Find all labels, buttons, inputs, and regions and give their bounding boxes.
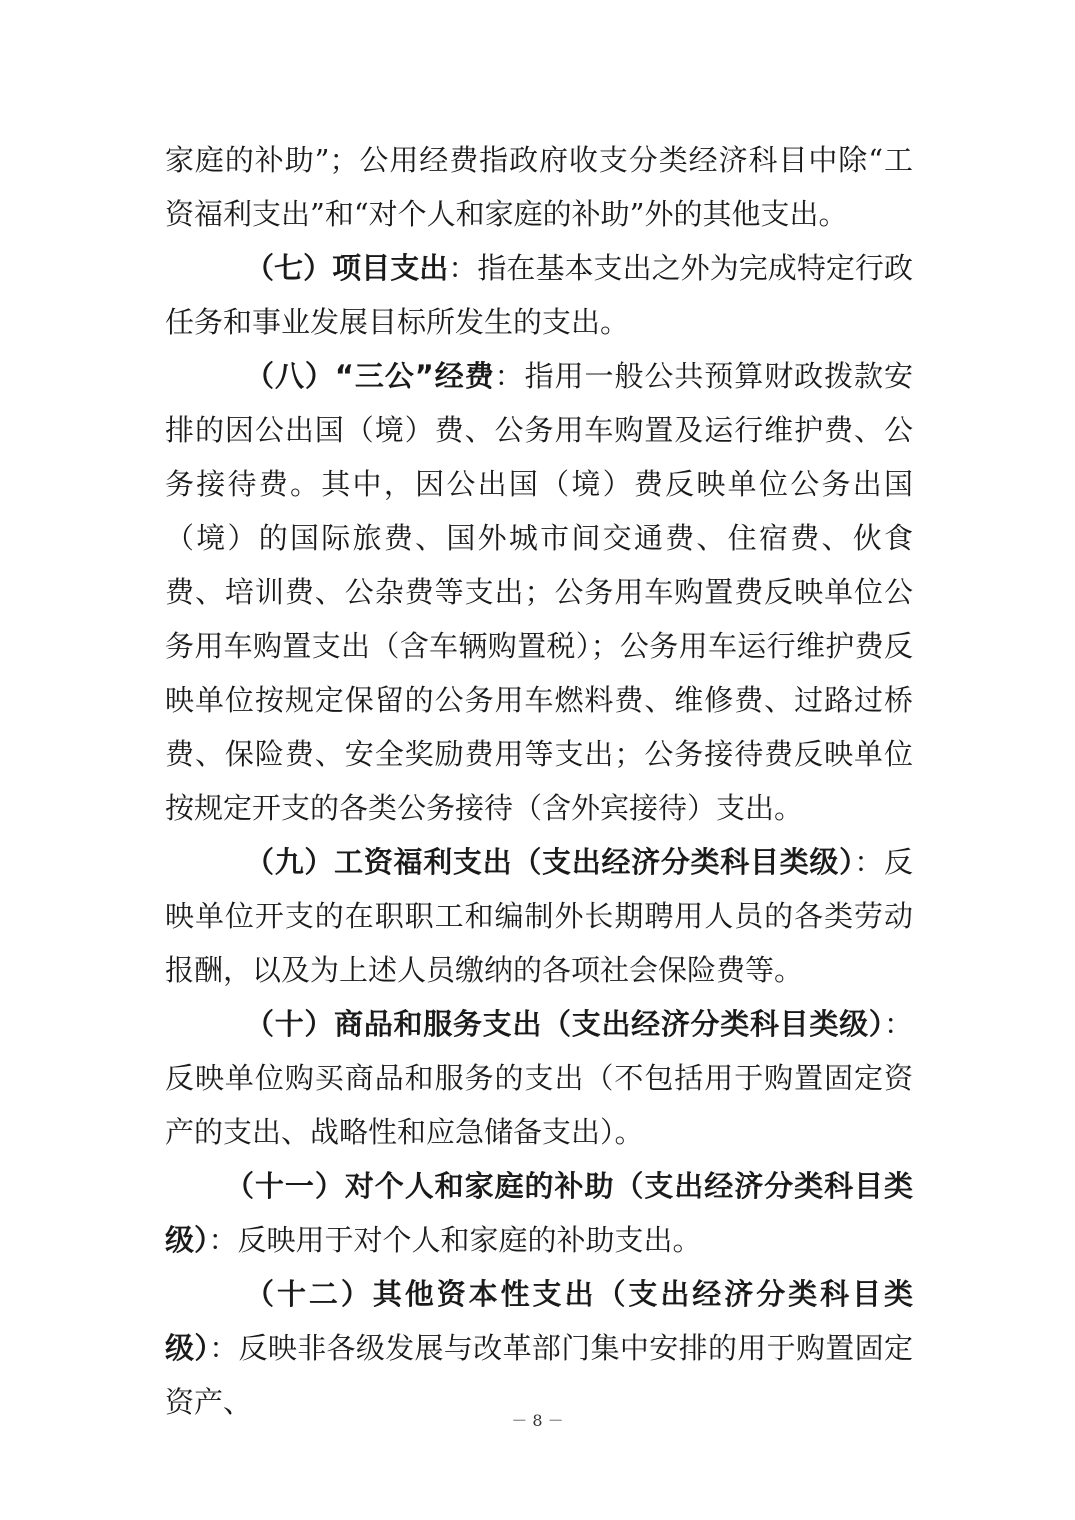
paragraph-text: 家庭的补助”；公用经费指政府收支分类经济科目中除“工资福利支出”和“对个人和家庭的补助”外的其他支出。 <box>165 143 913 231</box>
paragraph-project-expenditure <box>165 241 913 349</box>
paragraph-text: ：反映用于对个人和家庭的补助支出。 <box>208 1223 702 1257</box>
paragraph-text: ：反映非各级发展与改革部门集中安排的用于购置固定资产、 <box>165 1331 913 1419</box>
paragraph-text: ：指用一般公共预算财政拨款安排的因公出国（境）费、公务用车购置及运行维护费、公务接待费。其中，因公出国（境）费反映单位公务出国（境）的国际旅费、国外城市间交通费、住宿费、伙食费、培训费、公杂费等支出；公务用车购置费反映单位公务用车购置支出（含车辆购置税）；公务用车运行维护费反映单位按规定保留的公务用车燃料费、维修费、过路过桥费、保险费、安全奖励费用等支出；公务接待费反映单位按规定开支的各类公务接待（含外宾接待）支出。 <box>165 359 913 825</box>
paragraph-text: ：反映单位购买商品和服务的支出（不包括用于购置固定资产的支出、战略性和应急储备支出）。 <box>165 1007 913 1149</box>
paragraph-other-capital <box>165 1267 913 1429</box>
paragraph-heading: （七）项目支出 <box>245 251 449 285</box>
paragraph-heading: （九）工资福利支出（支出经济分类科目类级） <box>245 845 855 879</box>
paragraph-continuation <box>165 133 913 241</box>
paragraph-heading: （八）“三公”经费 <box>245 359 495 393</box>
paragraph-household-subsidies <box>165 1159 913 1267</box>
paragraph-heading: （十二）其他资本性支出（支出经济分类科目类级） <box>165 1277 913 1365</box>
paragraph-goods-services <box>165 997 913 1159</box>
paragraph-text: ：反映单位开支的在职职工和编制外长期聘用人员的各类劳动报酬，以及为上述人员缴纳的各项社会保险费等。 <box>165 845 913 987</box>
paragraph-heading: （十一）对个人和家庭的补助（支出经济分类科目类级） <box>165 1169 913 1257</box>
page-number: － 8 － <box>511 1411 564 1430</box>
paragraph-wages-welfare <box>165 835 913 997</box>
paragraph-text: ：指在基本支出之外为完成特定行政任务和事业发展目标所发生的支出。 <box>165 251 913 339</box>
paragraph-heading: （十）商品和服务支出（支出经济分类科目类级） <box>245 1007 884 1041</box>
paragraph-three-public-expenses <box>165 349 913 835</box>
document-body <box>165 133 913 1429</box>
